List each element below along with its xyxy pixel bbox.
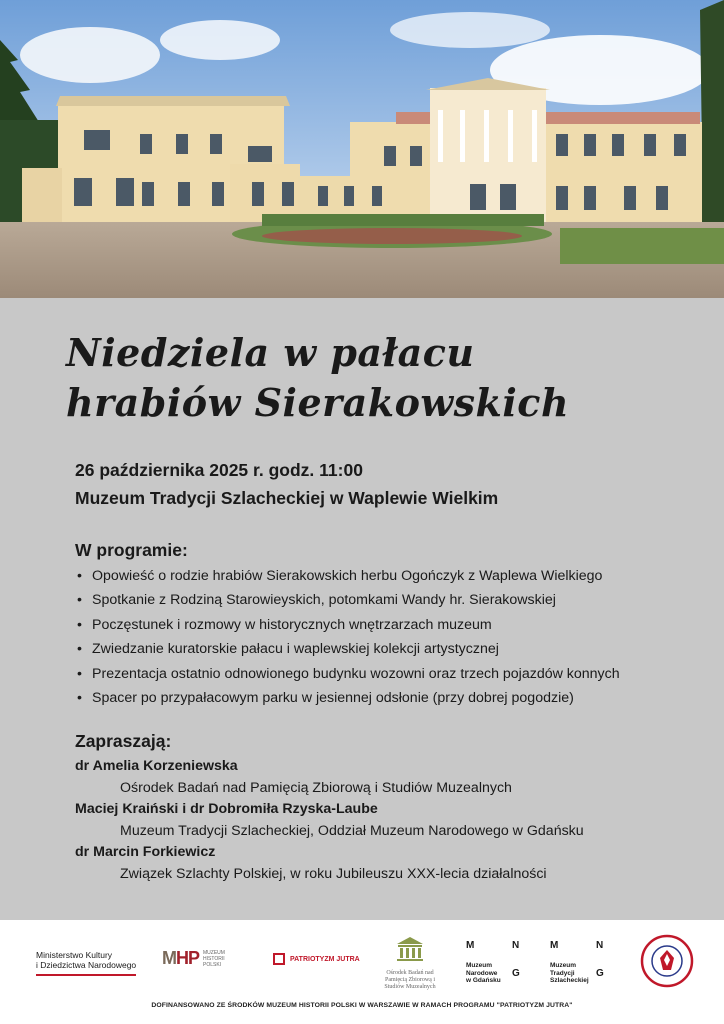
mkidn-logo <box>36 950 136 976</box>
mkidn-line-1: Ministerstwo Kultury <box>36 950 113 960</box>
title-line-2: hrabiów Sierakowskich <box>66 380 570 425</box>
invite-heading: Zapraszają: <box>75 731 172 751</box>
program-item: • Spacer po przypałacowym parku w jesiennej odsłonie (przy dobrej pogodzie) <box>75 686 620 710</box>
host-affiliation: Związek Szlachty Polskiej, w roku Jubileuszu XXX-lecia działalności <box>120 865 547 882</box>
funding-note: DOFINANSOWANO ZE ŚRODKÓW MUZEUM HISTORII POLSKI W WARSZAWIE W RAMACH PROGRAMU "PATRIOTYZM JUTRA" <box>151 1002 573 1009</box>
mhp-mark: MHP <box>162 948 200 968</box>
program-item: • Spotkanie z Rodziną Starowieyskich, potomkami Wandy hr. Sierakowskiej <box>75 588 620 612</box>
program-heading: W programie: <box>75 540 188 560</box>
pj-square-icon <box>273 953 285 965</box>
program-item: • Zwiedzanie kuratorskie pałacu i waplewskiej kolekcji artystycznej <box>75 637 620 661</box>
page-title <box>66 328 569 428</box>
palace-photo <box>0 0 724 298</box>
program-list <box>75 564 620 710</box>
host-name: dr Amelia Korzeniewska <box>75 758 238 774</box>
patriotyzm-jutra-logo <box>273 953 360 965</box>
mkidn-line-2: i Dziedzictwa Narodowego <box>36 960 137 970</box>
muzeum-historii-polski-logo <box>162 948 225 969</box>
host-name: Maciej Kraiński i dr Dobromiła Rzyska-Laube <box>75 801 378 817</box>
event-venue: Muzeum Tradycji Szlacheckiej w Waplewie Wielkim <box>75 488 499 508</box>
program-item: • Poczęstunek i rozmowy w historycznych wnętrzarzach muzeum <box>75 613 620 637</box>
sponsor-footer <box>0 920 724 1024</box>
info-panel <box>0 298 724 920</box>
pj-label: PATRIOTYZM JUTRA <box>290 955 360 963</box>
event-info <box>75 456 498 512</box>
muzeum-tradycji-szlacheckiej-logo: M N Muzeum Tradycji G Szlacheckiej <box>550 940 604 984</box>
event-datetime: 26 października 2025 r. godz. 11:00 <box>75 460 363 480</box>
zsp-seal-logo <box>640 934 694 988</box>
muzeum-narodowe-gdansk-logo: M N Muzeum Narodowe G w Gdańsku <box>466 940 520 984</box>
host-affiliation: Muzeum Tradycji Szlacheckiej, Oddział Muzeum Narodowego w Gdańsku <box>120 822 584 839</box>
title-line-1: Niedziela w pałacu <box>66 330 475 375</box>
mkidn-red-rule <box>36 974 136 976</box>
program-item: • Opowieść o rodzie hrabiów Sierakowskich herbu Ogończyk z Waplewa Wielkiego <box>75 564 620 588</box>
program-section <box>75 538 620 710</box>
program-item: • Prezentacja ostatnio odnowionego budynku wozowni oraz trzech pojazdów konnych <box>75 662 620 686</box>
invite-section <box>75 728 584 885</box>
mhp-caption: MUZEUM HISTORII POLSKI <box>203 949 225 968</box>
host-affiliation: Ośrodek Badań nad Pamięcią Zbiorową i Studiów Muzealnych <box>120 779 512 796</box>
obpz-caption: Ośrodek Badań nad Pamięcią Zbiorową i Studiów Muzealnych <box>384 970 436 990</box>
building-icon <box>395 936 425 962</box>
obpz-logo <box>380 936 440 991</box>
seal-icon <box>640 934 694 988</box>
host-name: dr Marcin Forkiewicz <box>75 844 216 860</box>
